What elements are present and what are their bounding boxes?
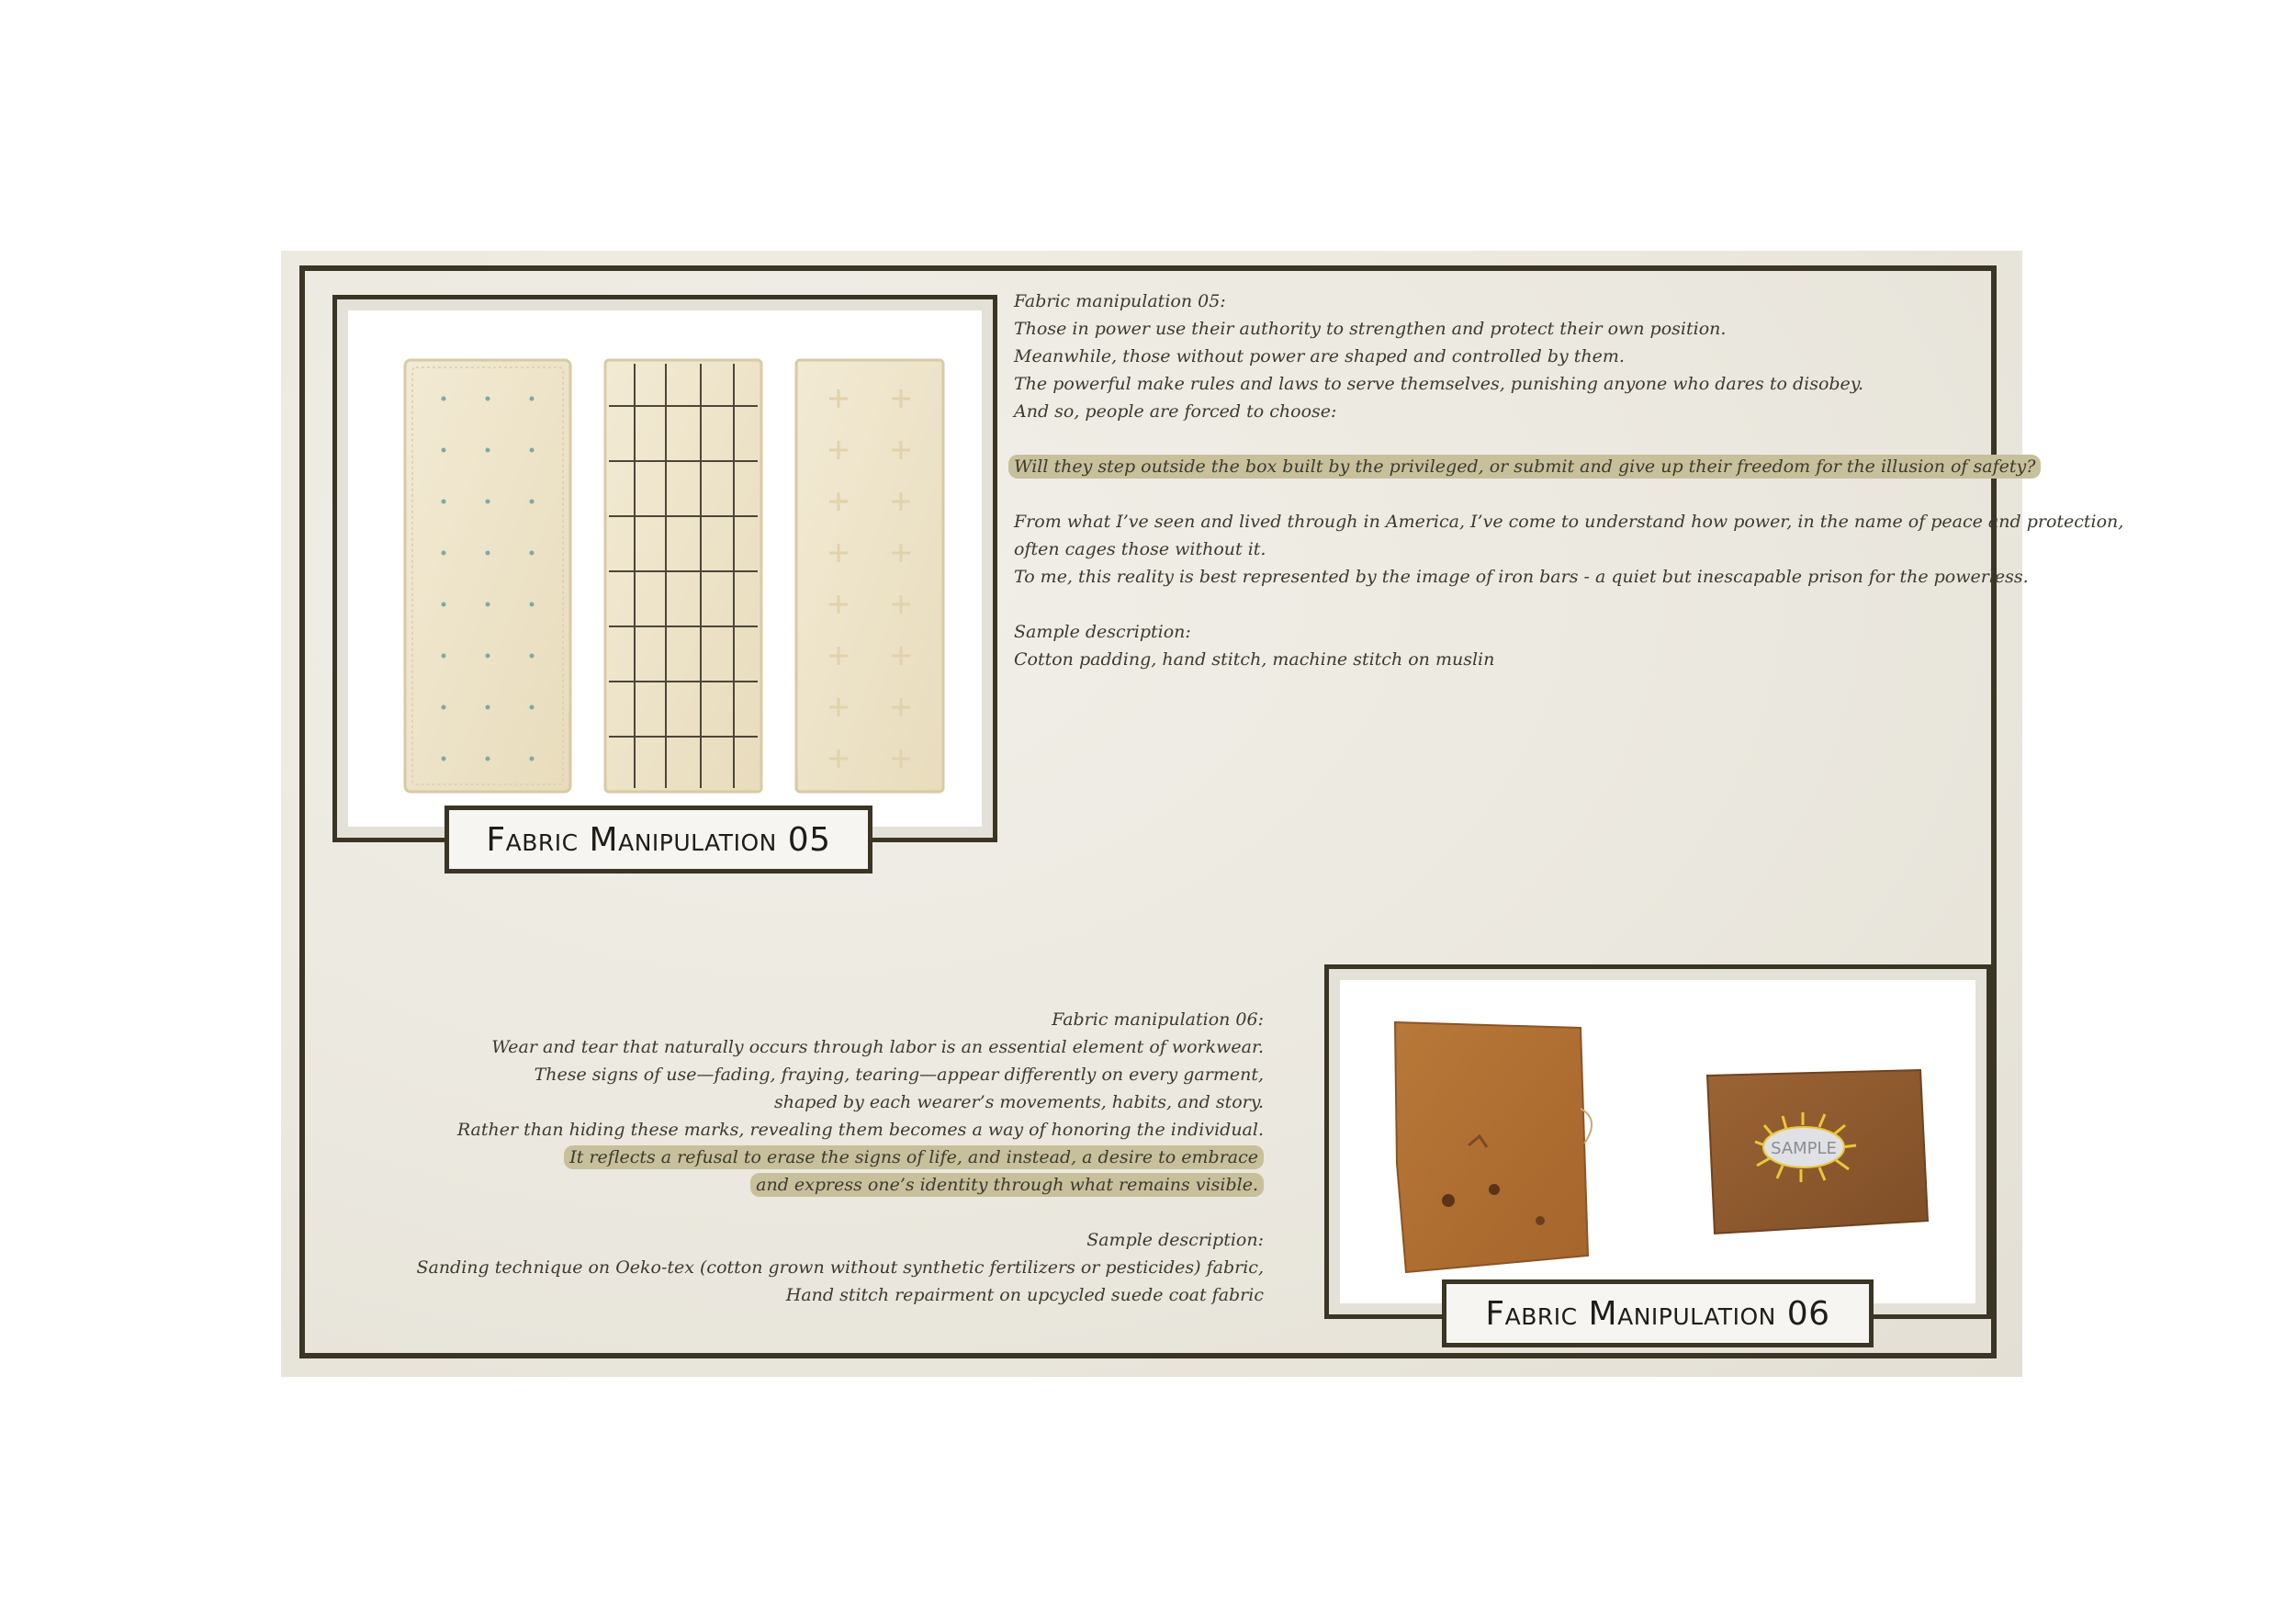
fm05-caption: Fabric Manipulation 05: [445, 806, 872, 873]
fm06-line-2: These signs of use—fading, fraying, tearing—appear differently on every garment,: [534, 1065, 1264, 1085]
fm05-fabric-samples: [348, 310, 982, 827]
fm05-title: Fabric manipulation 05:: [1014, 291, 1226, 311]
fm05-paragraph-4: And so, people are forced to choose:: [1014, 401, 1337, 422]
fm06-sample-repaired: [1707, 1070, 1928, 1234]
tuft-dot: [486, 448, 490, 453]
fm06-sample-sanded: [1395, 1022, 1592, 1272]
fm06-caption: Fabric Manipulation 06: [1442, 1279, 1874, 1347]
fm06-line-4: Rather than hiding these marks, revealing them becomes a way of honoring the individual.: [456, 1120, 1264, 1140]
board-background: [281, 251, 2124, 1377]
fm06-sample-1: Sanding technique on Oeko-tex (cotton grown without synthetic fertilizers or pesticides) fabric,: [416, 1257, 1264, 1278]
tuft-dot: [486, 551, 490, 556]
tuft-dot: [442, 654, 446, 659]
tuft-dot: [442, 757, 446, 761]
fm05-description: [1014, 287, 2123, 673]
fm05-paragraph-1: Those in power use their authority to strengthen and protect their own position.: [1014, 319, 1727, 339]
fm05-paragraph-7: To me, this reality is best represented by the image of iron bars - a quiet but inescapable prison for the powerless.: [1014, 567, 2029, 587]
fm06-patch-text: SAMPLE: [1771, 1139, 1837, 1158]
fm05-sample-text: Cotton padding, hand stitch, machine stitch on muslin: [1014, 649, 1495, 670]
tuft-dot: [486, 705, 490, 710]
fm06-line-1: Wear and tear that naturally occurs through labor is an essential element of workwear.: [491, 1037, 1264, 1057]
fm06-highlight-2: and express one’s identity through what remains visible.: [750, 1173, 1264, 1197]
fm05-sample-label: Sample description:: [1014, 622, 1191, 642]
fm05-photo-frame: [332, 295, 997, 842]
fm06-line-3: shaped by each wearer’s movements, habits, and story.: [773, 1092, 1264, 1112]
tuft-dot: [530, 757, 535, 761]
fm06-photo-frame: [1324, 964, 1991, 1319]
fm05-paragraph-3: The powerful make rules and laws to serve themselves, punishing anyone who dares to disobey.: [1014, 374, 1864, 394]
fm05-paragraph-2: Meanwhile, those without power are shaped and controlled by them.: [1014, 346, 1625, 366]
tuft-dot: [442, 397, 446, 401]
tuft-dot: [486, 757, 490, 761]
fm06-highlight-1: It reflects a refusal to erase the signs of life, and instead, a desire to embrace: [564, 1145, 1264, 1169]
fm05-highlighted-question: Will they step outside the box built by the privileged, or submit and give up their freedom for the illusion of safety?: [1008, 455, 2041, 479]
tuft-dot: [442, 500, 446, 504]
fm05-sample-tufted: [405, 360, 570, 792]
tuft-dot: [530, 705, 535, 710]
fm06-fabric-samples: [1340, 980, 1975, 1303]
tuft-dot: [530, 397, 535, 401]
fm06-title: Fabric manipulation 06:: [1052, 1009, 1264, 1030]
tuft-dot: [486, 654, 490, 659]
fm06-sample-label: Sample description:: [1086, 1230, 1264, 1250]
fm05-photo: [348, 310, 982, 827]
fm05-paragraph-6: often cages those without it.: [1014, 539, 1266, 559]
tuft-dot: [530, 448, 535, 453]
fm06-photo: [1340, 980, 1975, 1303]
tuft-dot: [486, 500, 490, 504]
tuft-dot: [530, 654, 535, 659]
fm05-sample-grid: [605, 360, 761, 792]
fm05-paragraph-5: From what I’ve seen and lived through in America, I’ve come to understand how power, in the name of peace and protection,: [1014, 512, 2124, 532]
tuft-dot: [486, 603, 490, 607]
tuft-dot: [442, 551, 446, 556]
tuft-dot: [530, 603, 535, 607]
tuft-dot: [442, 705, 446, 710]
fm05-sample-cross: [796, 360, 943, 792]
fm06-sample-2: Hand stitch repairment on upcycled suede coat fabric: [785, 1285, 1264, 1305]
tuft-dot: [486, 397, 490, 401]
tuft-dot: [442, 603, 446, 607]
tuft-dot: [530, 500, 535, 504]
tuft-dot: [442, 448, 446, 453]
fm06-description: [416, 1006, 1264, 1309]
tuft-dot: [530, 551, 535, 556]
